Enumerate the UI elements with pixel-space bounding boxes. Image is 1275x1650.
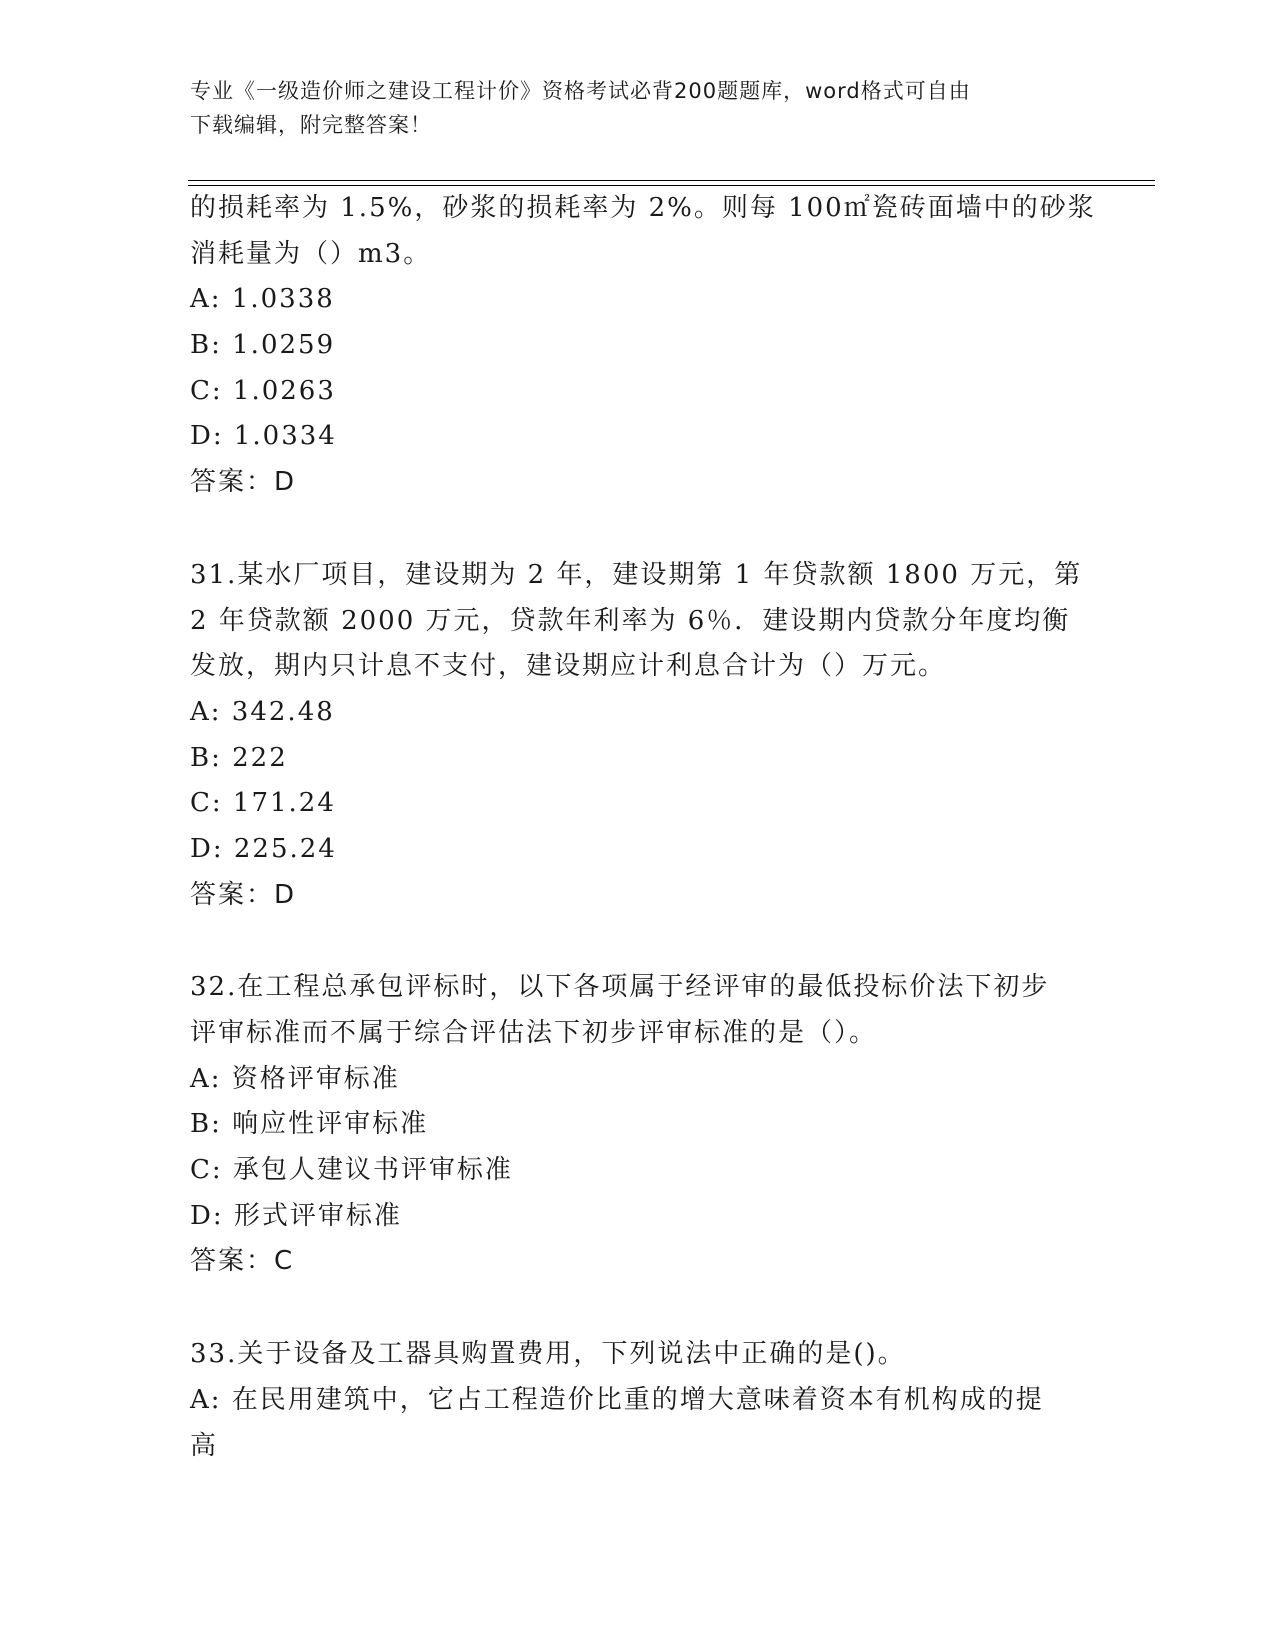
- answer-line: 答案：D: [190, 879, 297, 910]
- option-c: C: 171.24: [190, 788, 336, 819]
- question-stem-line: 发放，期内只计息不支付，建设期应计利息合计为（）万元。: [190, 651, 947, 682]
- option-a-continued: 高: [190, 1430, 219, 1461]
- question-stem-line: 32.在工程总承包评标时，以下各项属于经评审的最低投标价法下初步: [190, 972, 1050, 1003]
- option-b: B: 222: [190, 742, 288, 773]
- option-d: D: 形式评审标准: [190, 1200, 402, 1231]
- option-a: A: 342.48: [190, 696, 335, 727]
- option-a: A: 1.0338: [190, 284, 335, 315]
- option-c: C: 承包人建议书评审标准: [190, 1155, 513, 1186]
- question-list: [190, 186, 1096, 1469]
- answer-line: 答案：C: [190, 1246, 295, 1277]
- question-stem-line: 2 年贷款额 2000 万元，贷款年利率为 6％．建设期内贷款分年度均衡: [190, 605, 1071, 636]
- question-stem-line: 消耗量为（）m3。: [190, 238, 432, 269]
- header-rule-top: [188, 180, 1155, 181]
- option-d: D: 1.0334: [190, 421, 337, 452]
- question-stem-line: 评审标准而不属于综合评估法下初步评审标准的是（）。: [190, 1018, 878, 1048]
- question-stem-line: 31.某水厂项目，建设期为 2 年，建设期第 1 年贷款额 1800 万元，第: [190, 559, 1083, 590]
- question-block: [190, 186, 1096, 506]
- question-block: [190, 553, 1090, 919]
- option-a: A: 资格评审标准: [190, 1063, 400, 1094]
- option-d: D: 225.24: [190, 833, 337, 864]
- option-b: B: 响应性评审标准: [190, 1109, 429, 1140]
- question-block: [190, 965, 1090, 1285]
- question-stem-line: 33.关于设备及工器具购置费用，下列说法中正确的是()。: [190, 1339, 906, 1370]
- document-header: [190, 74, 1070, 142]
- question-block: [190, 1332, 1090, 1469]
- option-b: B: 1.0259: [190, 330, 336, 361]
- header-line-2: 下载编辑，附完整答案！: [190, 113, 432, 137]
- question-stem-line: 的损耗率为 1.5%，砂浆的损耗率为 2%。则每 100㎡瓷砖面墙中的砂浆: [190, 193, 1096, 223]
- header-line-1: 专业《一级造价师之建设工程计价》资格考试必背200题题库，word格式可自由: [190, 79, 971, 103]
- option-c: C: 1.0263: [190, 375, 336, 406]
- option-a: A: 在民用建筑中，它占工程造价比重的增大意味着资本有机构成的提: [190, 1384, 1044, 1415]
- answer-line: 答案：D: [190, 467, 297, 498]
